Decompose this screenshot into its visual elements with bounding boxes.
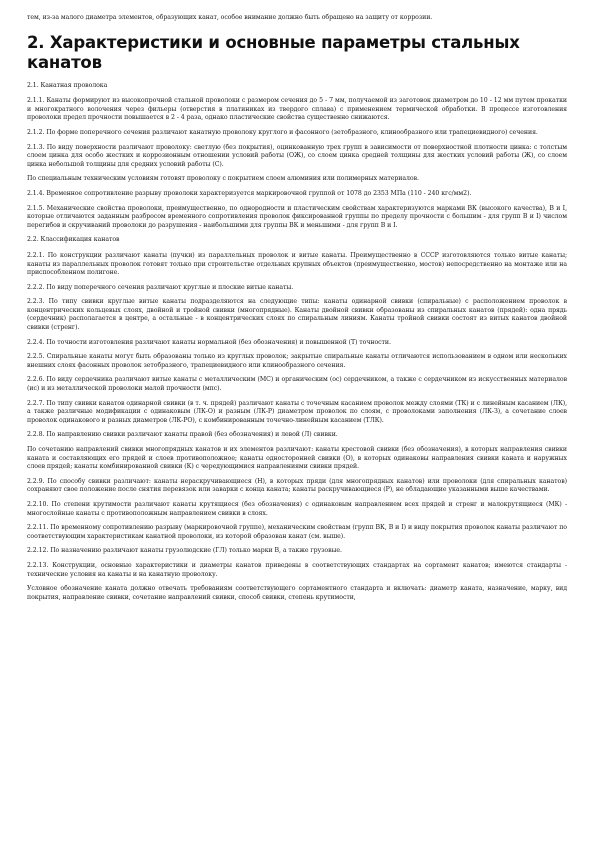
paragraph: 2.1.4. Временное сопротивление разрыву проволоки характеризуется маркировочной группой от 1078 до 2353 МПа (110 - 240 кгс/мм2). [27, 189, 472, 197]
paragraph: 2.1.5. Механические свойства проволоки, преимущественно, по однородности и пластическим свойствам характеризуются марками ВК (высокого качества), В и I, которые отличаются заданным разбросом временного сопротивления проволок фиксированной группы по пределу прочности с большим - для групп В и I) числом перегибов и скручиваний проволоки до разрушения - наибольшими для группы ВК и меньшими - для групп В и I. [27, 204, 567, 229]
paragraph: 2.2.8. По направлению свивки различают канаты правой (без обозначения) и левой (Л) свивки. [27, 431, 338, 439]
subsection-title: 2.2. Классификация канатов [27, 236, 120, 244]
paragraph: 2.1.3. По виду поверхности различают проволоку: светлую (без покрытия), оцинкованную трех групп в зависимости от поверхностной плотности цинка: с толстым слоем цинка для особо жестких и коррозионным отношении условий работы (ОЖ), со слоем цинка средней толщины для жестких условий работы (Ж), со слоем цинка небольшой толщины для средних условий работы (С). [27, 143, 567, 168]
paragraph: 2.2.9. По способу свивки различают: канаты нераскручивающиеся (Н), в которых пряди (для многопрядных канатов) или проволоки (для спиральных канатов) сохраняют свое положение после снятия перевязок или заварки с конца каната; канаты раскручивающиеся (Р), не обладающие указанными выше качествами. [27, 477, 567, 494]
intro-paragraph: тем, из-за малого диаметра элементов, образующих канат, особое внимание должно быть обращено на защиту от коррозии. [27, 14, 433, 21]
paragraph: 2.2.6. По виду сердечника различают витые канаты с металлическим (МС) и органическим (ос) сердечником, а также с сердечником из искусственных материалов (ис) и из металлической проволоки малой прочности (мпс). [27, 376, 567, 393]
paragraph: 2.2.3. По типу свивки круглые витые канаты подразделяются на следующие типы: канаты одинарной свивки (спиральные) с расположением проволок в концентрических кольцевых слоях, двойной и тройной свивки (многопрядные). Канаты двойной свивки образованы из спиральных канатов (прядей): одна прядь (сердечник) располагается в центре, а остальные - в концентрических слоях по спиральным линиям. Канаты тройной свивки состоят из витых канатов двойной свивки (стренг). [27, 298, 567, 332]
paragraph: По сочетанию направлений свивки многопрядных канатов и их элементов различают: канаты крестовой свивки (без обозначения), в которых направления свивки каната и составляющих его прядей и слоев противоположное; канаты односторонней свивки (О), в которых одинаковы направления свивки каната и наружных слоев прядей; канаты комбинированной свивки (К) с чередующимися направлениями свивки прядей. [27, 446, 567, 471]
section-heading: 2. Характеристики и основные параметры стальных канатов [27, 32, 520, 72]
paragraph: 2.2.10. По степени крутимости различают канаты крутящиеся (без обозначения) с одинаковым направлением всех прядей и стренг и малокрутящиеся (МК) - многослойные канаты с противоположным направлением свивки в слоях. [27, 500, 567, 517]
paragraph: 2.2.13. Конструкции, основные характеристики и диаметры канатов приведены в соответствующих стандартах на сортамент канатов; имеются стандарты - технические условия на канаты и на канатную проволоку. [27, 561, 567, 578]
paragraph: 2.1.2. По форме поперечного сечения различают канатную проволоку круглого и фасонного (зетобразного, клинообразного или трапециевидного) сечения. [27, 128, 538, 136]
paragraph: 2.2.4. По точности изготовления различают канаты нормальной (без обозначения) и повышенной (Т) точности. [27, 338, 391, 346]
paragraph: Условное обозначение каната должно отвечать требованиям соответствующего сортаментного стандарта и включать: диаметр каната, назначение, марку, вид покрытия, направление свивки, сочетание направлений свивки, способ свивки, степень крутимости, [27, 585, 567, 601]
subsection-title: 2.1. Канатная проволока [27, 81, 108, 89]
paragraph: 2.2.1. По конструкции различают канаты (пучки) из параллельных проволок и витые канаты. Преимущественно в СССР изготовляются только витые канаты; канаты из параллельных проволок готовят только при строительстве отдельных крупных объектов (преимущественно, мостов) непосредственно на монтаже или на приспособленном полигоне. [27, 251, 567, 277]
paragraph: 2.1.1. Канаты формируют из высокопрочной стальной проволоки с размером сечения до 5 - 7 мм, получаемой из заготовок диаметром до 10 - 12 мм путем прокатки и многократного волочения через фильеры (отверстия в платиниках из твердого сплава) с применением термической обработки. В процессе изготовления проволоки предел прочности повышается в 2 - 4 раза, однако пластические свойства существенно снижаются. [27, 97, 567, 122]
paragraph: 2.2.12. По назначению различают канаты грузолюдские (ГЛ) только марки В, а также грузовые. [27, 547, 342, 555]
document-page [27, 14, 567, 608]
paragraph: 2.2.7. По типу свивки канатов одинарной свивки (в т. ч. прядей) различают канаты с точечным касанием проволок между слоями (ТК) и с линейным касанием (ЛК), а также различные модификации с одинаковым (ЛК-О) и разным (ЛК-Р) диаметром проволок по слоям, с проволоками заполнения (ЛК-З), а сочетание слоев проволок одинакового и разных диаметров (ЛК-РО), с комбинированным точечно-линейным касанием (ТЛК). [27, 399, 567, 424]
paragraph: 2.2.2. По виду поперечного сечения различают круглые и плоские витые канаты. [27, 283, 294, 291]
paragraph: 2.2.11. По временному сопротивлению разрыву (маркировочной группе), механическим свойствам (групп ВК, В и I) и виду покрытия проволок канаты различают по соответствующим характеристикам канатной проволоки, из которой образован канат (см. выше). [27, 524, 567, 540]
paragraph: По специальным техническим условиям готовят проволоку с покрытием слоем алюминия или полимерных материалов. [27, 175, 419, 183]
paragraph: 2.2.5. Спиральные канаты могут быть образованы только из круглых проволок; закрытые спиральные канаты отличаются использованием в одном или нескольких внешних слоях фасонных проволок зетобразного, трапециевидного или клинообразного сечения. [27, 353, 567, 369]
